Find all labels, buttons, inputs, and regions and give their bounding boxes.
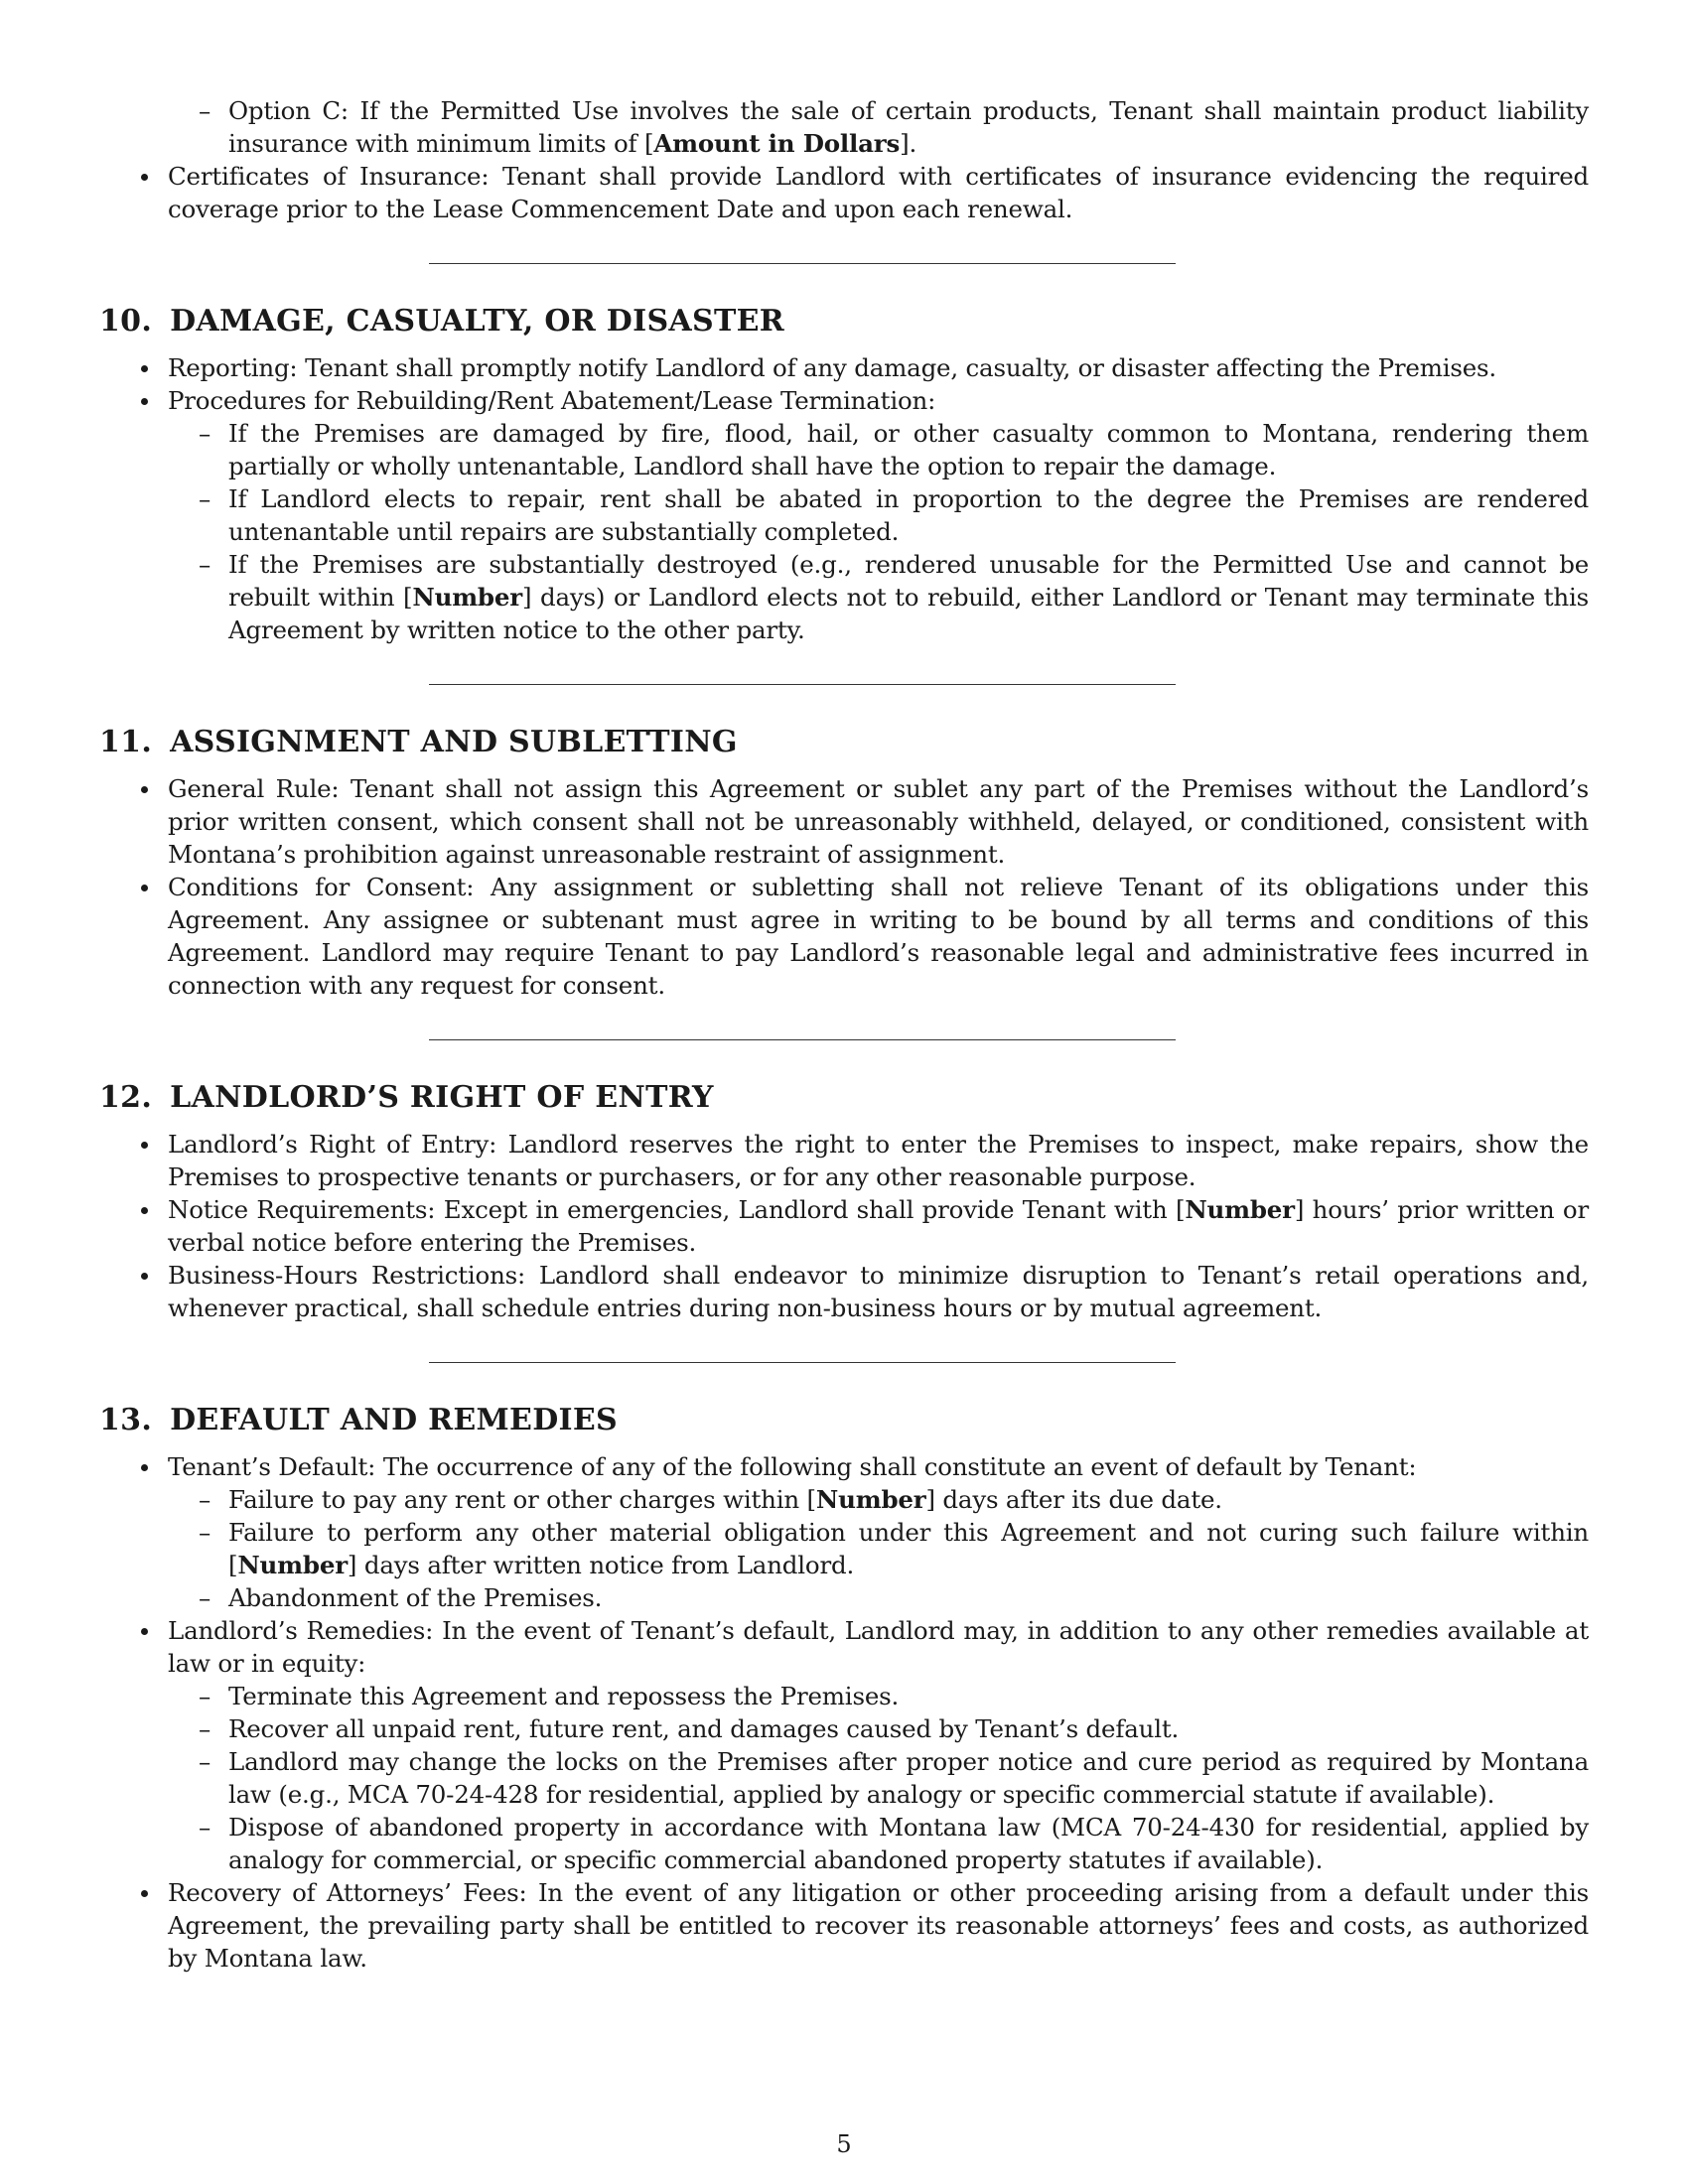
section-13-heading: 13. DEFAULT AND REMEDIES — [99, 1403, 618, 1437]
tenant-default-item: Tenant’s Default: The occurrence of any of the following shall constitute an event of default by Tenant: – Failure to pay any rent or other charges within [Number] days after its due date. – Failure to perform any other material obligation under this Agreement and not curing such failure within [Number] days after written notice from Landlord. – Abandonment of the Premises. — [99, 1450, 1589, 1614]
option-c-item: – Option C: If the Permitted Use involves the sale of certain products, Tenant shall maintain product liability insurance with minimum limits of [Amount in Dollars]. — [99, 94, 1589, 160]
remedy-sub-2: – Recover all unpaid rent, future rent, and damages caused by Tenant’s default. — [168, 1712, 1589, 1745]
default-sub-3: – Abandonment of the Premises. — [168, 1581, 1589, 1614]
section-11-heading: 11. ASSIGNMENT AND SUBLETTING — [99, 725, 738, 759]
landlord-remedies-item: Landlord’s Remedies: In the event of Tenant’s default, Landlord may, in addition to any other remedies available at law or in equity: – Terminate this Agreement and repossess the Premises. – Recover all unpaid rent, future rent, and damages caused by Tenant’s default. – Landlord may change the locks on the Premises after proper notice and cure period as required by Montana law (e.g., MCA 70-24-428 for residential, applied by analogy or specific commercial statute if available). – Dispose of abandoned property in accordance with Montana law (MCA 70-24-430 for residential, applied by analogy for commercial, or specific commercial abandoned property statutes if available). — [99, 1614, 1589, 1876]
section-12-heading: 12. LANDLORD’S RIGHT OF ENTRY — [99, 1080, 714, 1115]
general-rule-item: General Rule: Tenant shall not assign this Agreement or sublet any part of the Premises without the Landlord’s prior written consent, which consent shall not be unreasonably withheld, delayed, or conditioned, consistent with Montana’s prohibition against unreasonable restraint of assignment. — [99, 772, 1589, 871]
document-page — [99, 94, 1589, 1975]
section-13-list — [99, 1450, 1589, 1975]
remedy-sub-1: – Terminate this Agreement and repossess the Premises. — [168, 1680, 1589, 1712]
default-sub-2: – Failure to perform any other material obligation under this Agreement and not curing such failure within [Number] days after written notice from Landlord. — [168, 1516, 1589, 1581]
conditions-item: Conditions for Consent: Any assignment or subletting shall not relieve Tenant of its obligations under this Agreement. Any assignee or subtenant must agree in writing to be bound by all terms and conditions of this Agreement. Landlord may require Tenant to pay Landlord’s reasonable legal and administrative fees incurred in connection with any request for consent. — [99, 871, 1589, 1002]
insurance-list — [99, 160, 1589, 225]
section-11-list — [99, 772, 1589, 1002]
section-divider — [429, 1362, 1176, 1363]
reporting-item: Reporting: Tenant shall promptly notify Landlord of any damage, casualty, or disaster affecting the Premises. — [99, 351, 1589, 384]
insurance-options-list — [99, 94, 1589, 160]
procedures-sub-3: – If the Premises are substantially destroyed (e.g., rendered unusable for the Permitted Use and cannot be rebuilt within [Number] days) or Landlord elects not to rebuild, either Landlord or Tenant may terminate this Agreement by written notice to the other party. — [168, 548, 1589, 646]
business-hours-item: Business-Hours Restrictions: Landlord shall endeavor to minimize disruption to Tenant’s retail operations and, whenever practical, shall schedule entries during non-business hours or by mutual agreement. — [99, 1259, 1589, 1324]
default-sub-1: – Failure to pay any rent or other charges within [Number] days after its due date. — [168, 1483, 1589, 1516]
right-of-entry-item: Landlord’s Right of Entry: Landlord reserves the right to enter the Premises to inspect, make repairs, show the Premises to prospective tenants or purchasers, or for any other reasonable purpose. — [99, 1128, 1589, 1193]
certificates-item: Certificates of Insurance: Tenant shall provide Landlord with certificates of insurance evidencing the required coverage prior to the Lease Commencement Date and upon each renewal. — [99, 160, 1589, 225]
notice-item: Notice Requirements: Except in emergencies, Landlord shall provide Tenant with [Number] hours’ prior written or verbal notice before entering the Premises. — [99, 1193, 1589, 1259]
procedures-item: Procedures for Rebuilding/Rent Abatement/Lease Termination: – If the Premises are damaged by fire, flood, hail, or other casualty common to Montana, rendering them partially or wholly untenantable, Landlord shall have the option to repair the damage. – If Landlord elects to repair, rent shall be abated in proportion to the degree the Premises are rendered untenantable until repairs are substantially completed. – If the Premises are substantially destroyed (e.g., rendered unusable for the Permitted Use and cannot be rebuilt within [Number] days) or Landlord elects not to rebuild, either Landlord or Tenant may terminate this Agreement by written notice to the other party. — [99, 384, 1589, 646]
page-number: 5 — [836, 2130, 852, 2158]
section-10-list — [99, 351, 1589, 646]
remedy-sub-3: – Landlord may change the locks on the Premises after proper notice and cure period as required by Montana law (e.g., MCA 70-24-428 for residential, applied by analogy or specific commercial statute if available). — [168, 1745, 1589, 1811]
section-divider — [429, 1039, 1176, 1040]
remedy-sub-4: – Dispose of abandoned property in accordance with Montana law (MCA 70-24-430 for residential, applied by analogy for commercial, or specific commercial abandoned property statutes if available). — [168, 1811, 1589, 1876]
procedures-sub-1: – If the Premises are damaged by fire, flood, hail, or other casualty common to Montana, rendering them partially or wholly untenantable, Landlord shall have the option to repair the damage. — [168, 417, 1589, 482]
attorneys-fees-item: Recovery of Attorneys’ Fees: In the event of any litigation or other proceeding arising from a default under this Agreement, the prevailing party shall be entitled to recover its reasonable attorneys’ fees and costs, as authorized by Montana law. — [99, 1876, 1589, 1975]
procedures-sub-2: – If Landlord elects to repair, rent shall be abated in proportion to the degree the Premises are rendered untenantable until repairs are substantially completed. — [168, 482, 1589, 548]
section-divider — [429, 684, 1176, 685]
section-divider — [429, 263, 1176, 264]
section-10-heading: 10. DAMAGE, CASUALTY, OR DISASTER — [99, 304, 784, 339]
section-12-list — [99, 1128, 1589, 1324]
